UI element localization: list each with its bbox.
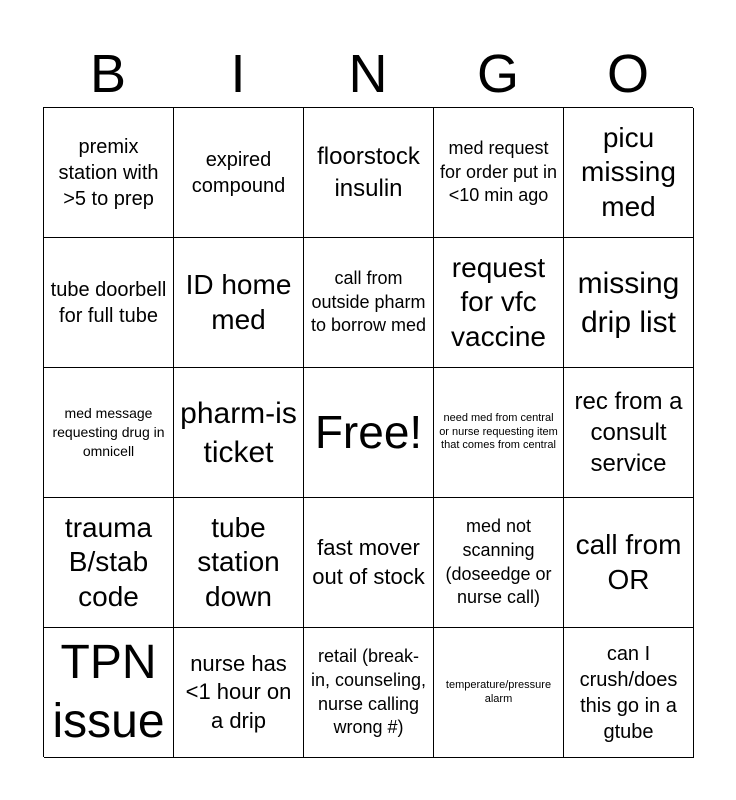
- header-letter-n: N: [348, 44, 388, 104]
- bingo-cell-4-2[interactable]: [174, 498, 304, 628]
- bingo-cell-4-1[interactable]: [44, 498, 174, 628]
- bingo-cell-5-1[interactable]: [44, 628, 174, 758]
- bingo-cell-text: missing drip list: [577, 266, 680, 339]
- bingo-cell-text: need med from central or nurse requesting item that comes from central: [439, 411, 558, 452]
- bingo-cell-1-1[interactable]: [44, 108, 174, 238]
- bingo-board: [43, 107, 693, 757]
- bingo-cell-3-2[interactable]: [174, 368, 304, 498]
- bingo-cell-3-4[interactable]: [434, 368, 564, 498]
- bingo-cell-text: request for vfc vaccine: [451, 252, 546, 352]
- bingo-cell-text: call from OR: [575, 529, 682, 595]
- bingo-cell-text: med message requesting drug in omnicell: [52, 405, 165, 459]
- bingo-cell-1-4[interactable]: [434, 108, 564, 238]
- bingo-cell-3-3-free[interactable]: [304, 368, 434, 498]
- bingo-cell-text: tube station down: [197, 512, 280, 612]
- bingo-cell-text: premix station with >5 to prep: [58, 135, 159, 210]
- bingo-cell-4-3[interactable]: [304, 498, 434, 628]
- bingo-cell-text: trauma B/stab code: [64, 512, 153, 612]
- bingo-cell-text: Free!: [314, 406, 423, 459]
- bingo-cell-2-4[interactable]: [434, 238, 564, 368]
- bingo-cell-5-5[interactable]: [564, 628, 694, 758]
- bingo-cell-text: expired compound: [191, 148, 286, 197]
- bingo-cell-text: picu missing med: [581, 122, 676, 222]
- bingo-cell-4-4[interactable]: [434, 498, 564, 628]
- bingo-cell-5-3[interactable]: [304, 628, 434, 758]
- bingo-cell-text: rec from a consult service: [574, 387, 683, 478]
- bingo-cell-text: floorstock insulin: [317, 143, 420, 202]
- bingo-cell-text: ID home med: [185, 269, 292, 335]
- bingo-cell-3-5[interactable]: [564, 368, 694, 498]
- header-letter-o: O: [606, 44, 649, 104]
- bingo-cell-4-5[interactable]: [564, 498, 694, 628]
- header-letter-g: G: [476, 44, 519, 104]
- bingo-cell-2-3[interactable]: [304, 238, 434, 368]
- bingo-cell-5-4[interactable]: [434, 628, 564, 758]
- bingo-cell-2-2[interactable]: [174, 238, 304, 368]
- bingo-cell-text: retail (break-in, counseling, nurse calling wrong #): [310, 646, 427, 738]
- bingo-cell-text: call from outside pharm to borrow med: [310, 267, 427, 336]
- bingo-cell-3-1[interactable]: [44, 368, 174, 498]
- bingo-cell-text: nurse has <1 hour on a drip: [185, 650, 292, 733]
- bingo-cell-text: fast mover out of stock: [312, 534, 425, 589]
- bingo-cell-text: med not scanning (doseedge or nurse call): [445, 516, 552, 608]
- bingo-cell-text: temperature/pressure alarm: [445, 678, 552, 705]
- bingo-cell-1-5[interactable]: [564, 108, 694, 238]
- bingo-cell-text: can I crush/does this go in a gtube: [579, 642, 678, 743]
- bingo-cell-text: TPN issue: [52, 635, 165, 748]
- header-letter-b: B: [89, 44, 127, 104]
- header-letter-i: I: [230, 44, 246, 104]
- bingo-cell-2-1[interactable]: [44, 238, 174, 368]
- bingo-cell-1-3[interactable]: [304, 108, 434, 238]
- bingo-header: [43, 40, 693, 108]
- bingo-cell-text: med request for order put in <10 min ago: [439, 137, 558, 206]
- bingo-cell-1-2[interactable]: [174, 108, 304, 238]
- bingo-cell-5-2[interactable]: [174, 628, 304, 758]
- bingo-cell-text: tube doorbell for full tube: [50, 278, 167, 327]
- bingo-cell-text: pharm-is ticket: [180, 396, 297, 469]
- bingo-cell-2-5[interactable]: [564, 238, 694, 368]
